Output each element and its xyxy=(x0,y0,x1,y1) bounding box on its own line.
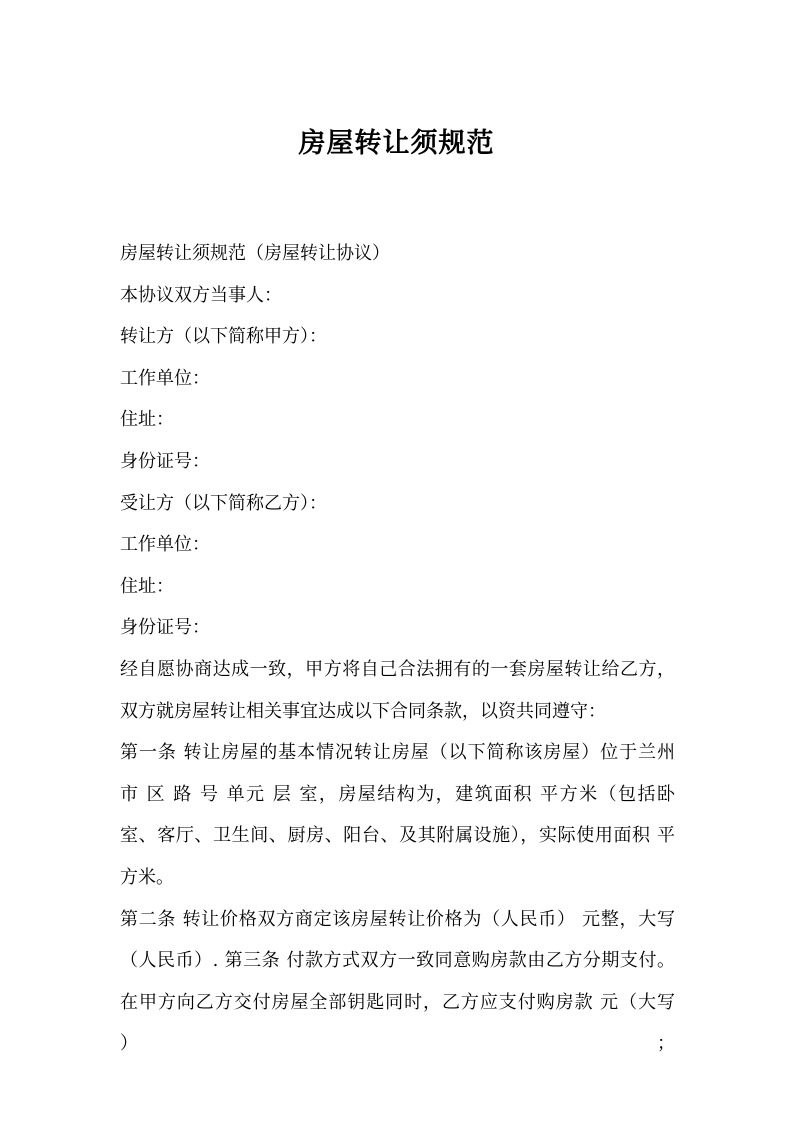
text-line: 市 区 路 号 单元 层 室，房屋结构为，建筑面积 平方米（包括卧 xyxy=(120,783,675,805)
text-line: 双方就房屋转让相关事宜达成以下合同条款，以资共同遵守： xyxy=(120,700,606,722)
text-line: 住址： xyxy=(120,409,174,431)
text-line: 第一条 转让房屋的基本情况转让房屋（以下简称该房屋）位于兰州 xyxy=(120,742,675,764)
text-line: 经自愿协商达成一致，甲方将自己合法拥有的一套房屋转让给乙方， xyxy=(120,658,675,680)
text-line: 工作单位： xyxy=(120,367,210,389)
text-line: 转让方（以下简称甲方）： xyxy=(120,326,327,348)
text-line: 本协议双方当事人： xyxy=(120,284,282,306)
text-line: 室、客厅、卫生间、厨房、阳台、及其附属设施），实际使用面积 平 xyxy=(120,825,675,847)
text-line: 第二条 转让价格双方商定该房屋转让价格为（人民币） 元整，大写 xyxy=(120,908,675,930)
document-body xyxy=(120,233,675,1055)
text-line: 方米。 xyxy=(120,866,174,888)
text-line: 房屋转让须规范（房屋转让协议） xyxy=(120,243,390,264)
text-line: 身份证号： xyxy=(120,450,210,472)
text-line: 身份证号： xyxy=(120,617,210,639)
text-line: 受让方（以下简称乙方）： xyxy=(120,492,327,514)
document-title: 房屋转让须规范 xyxy=(298,128,495,159)
text-line: 在甲方向乙方交付房屋全部钥匙同时，乙方应支付购房款 元（大写 ）； xyxy=(120,991,675,1055)
text-line: （人民币）. 第三条 付款方式双方一致同意购房款由乙方分期支付。 xyxy=(120,950,675,972)
text-line: 工作单位： xyxy=(120,534,210,556)
text-line: 住址： xyxy=(120,575,174,597)
